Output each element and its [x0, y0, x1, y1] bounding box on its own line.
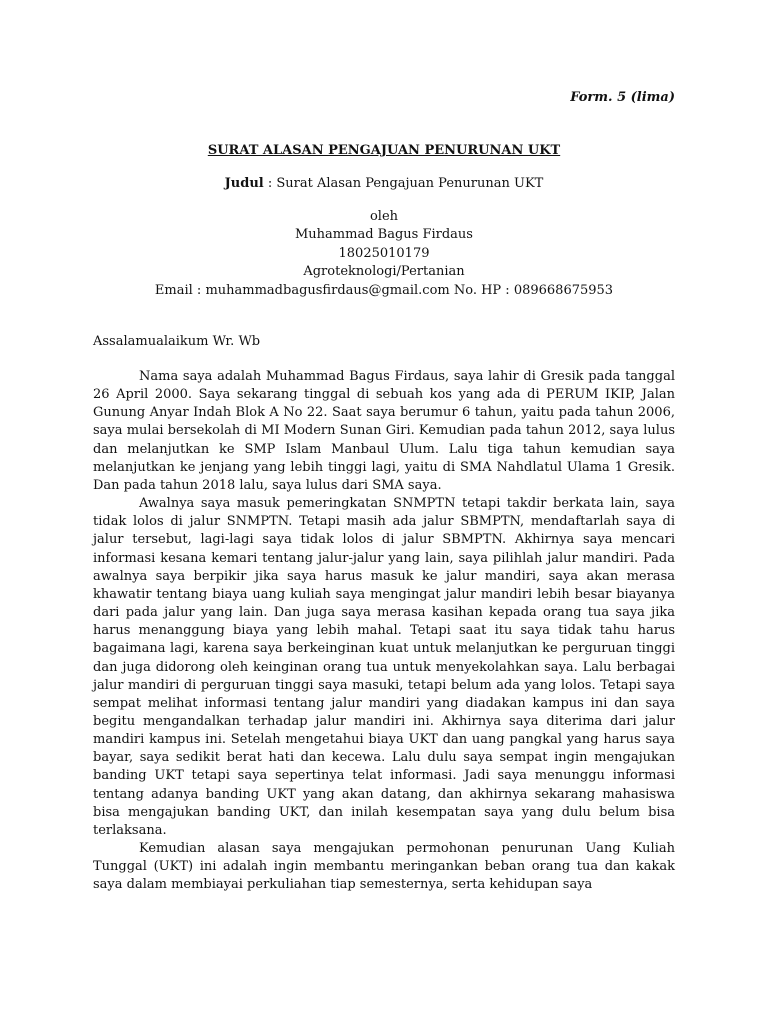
author-program: Agroteknologi/Pertanian [303, 264, 465, 280]
form-number-label: Form. 5 (lima) [570, 90, 675, 105]
document-title: SURAT ALASAN PENGAJUAN PENURUNAN UKT [207, 143, 561, 158]
document-subtitle [0, 175, 768, 193]
letter-body [93, 368, 675, 895]
author-name: Muhammad Bagus Firdaus [295, 227, 473, 243]
subtitle-text: Surat Alasan Pengajuan Penurunan UKT [276, 176, 544, 191]
subtitle-label: Judul [224, 176, 264, 191]
author-contact: Email : muhammadbagusfirdaus@gmail.com No. HP : 089668675953 [154, 282, 614, 298]
subtitle-separator: : [263, 176, 277, 191]
author-block [0, 208, 768, 300]
paragraph: Awalnya saya masuk pemeringkatan SNMPTN tetapi takdir berkata lain, saya tidak lolos di jalur SNMPTN. Tetapi masih ada jalur SBMPTN, mendaftarlah saya di jalur tersebut, lagi-lagi saya tidak lolos di jalur SBMPTN. Akhirnya saya mencari informasi kesana kemari tentang jalur-jalur yang lain, saya pilihlah jalur mandiri. Pada awalnya saya berpikir jika saya harus masuk ke jalur mandiri, saya akan merasa khawatir tentang biaya uang kuliah saya mengingat jalur mandiri lebih besar biayanya dari pada jalur yang lain. Dan juga saya merasa kasihan kepada orang tua saya jika harus menanggung biaya yang lebih mahal. Tetapi saat itu saya tidak tahu harus bagaimana lagi, karena saya berkeinginan kuat untuk melanjutkan ke perguruan tinggi dan juga didorong oleh keinginan orang tua untuk menyekolahkan saya. Lalu berbagai jalur mandiri di perguruan tinggi saya masuki, tetapi belum ada yang lolos. Tetapi saya sempat melihat informasi tentang jalur mandiri yang diadakan kampus ini dan saya begitu mengandalkan terhadap jalur mandiri ini. Akhirnya saya diterima dari jalur mandiri kampus ini. Setelah mengetahui biaya UKT dan uang pangkal yang harus saya bayar, saya sedikit berat hati dan kecewa. Lalu dulu saya sempat ingin mengajukan banding UKT tetapi saya sepertinya telat informasi. Jadi saya menunggu informasi tentang adanya banding UKT yang akan datang, dan akhirnya sekarang mahasiswa bisa mengajukan banding UKT, dan inilah kesempatan saya yang dulu belum bisa terlaksana. [93, 496, 675, 838]
author-by: oleh [369, 209, 399, 224]
paragraph: Kemudian alasan saya mengajukan permohonan penurunan Uang Kuliah Tunggal (UKT) ini adalah ingin membantu meringankan beban orang tua dan kakak saya dalam membiayai perkuliahan tiap semesternya, serta kehidupan saya [93, 841, 675, 893]
paragraph: Nama saya adalah Muhammad Bagus Firdaus, saya lahir di Gresik pada tanggal 26 April 2000. Saya sekarang tinggal di sebuah kos yang ada di PERUM IKIP, Jalan Gunung Anyar Indah Blok A No 22. Saat saya berumur 6 tahun, yaitu pada tahun 2006, saya mulai bersekolah di MI Modern Sunan Giri. Kemudian pada tahun 2012, saya lulus dan melanjutkan ke SMP Islam Manbaul Ulum. Lalu tiga tahun kemudian saya melanjutkan ke jenjang yang lebih tinggi lagi, yaitu di SMA Nahdlatul Ulama 1 Gresik. Dan pada tahun 2018 lalu, saya lulus dari SMA saya. [93, 369, 675, 493]
greeting: Assalamualaikum Wr. Wb [93, 334, 261, 349]
author-student-id: 18025010179 [338, 245, 430, 261]
